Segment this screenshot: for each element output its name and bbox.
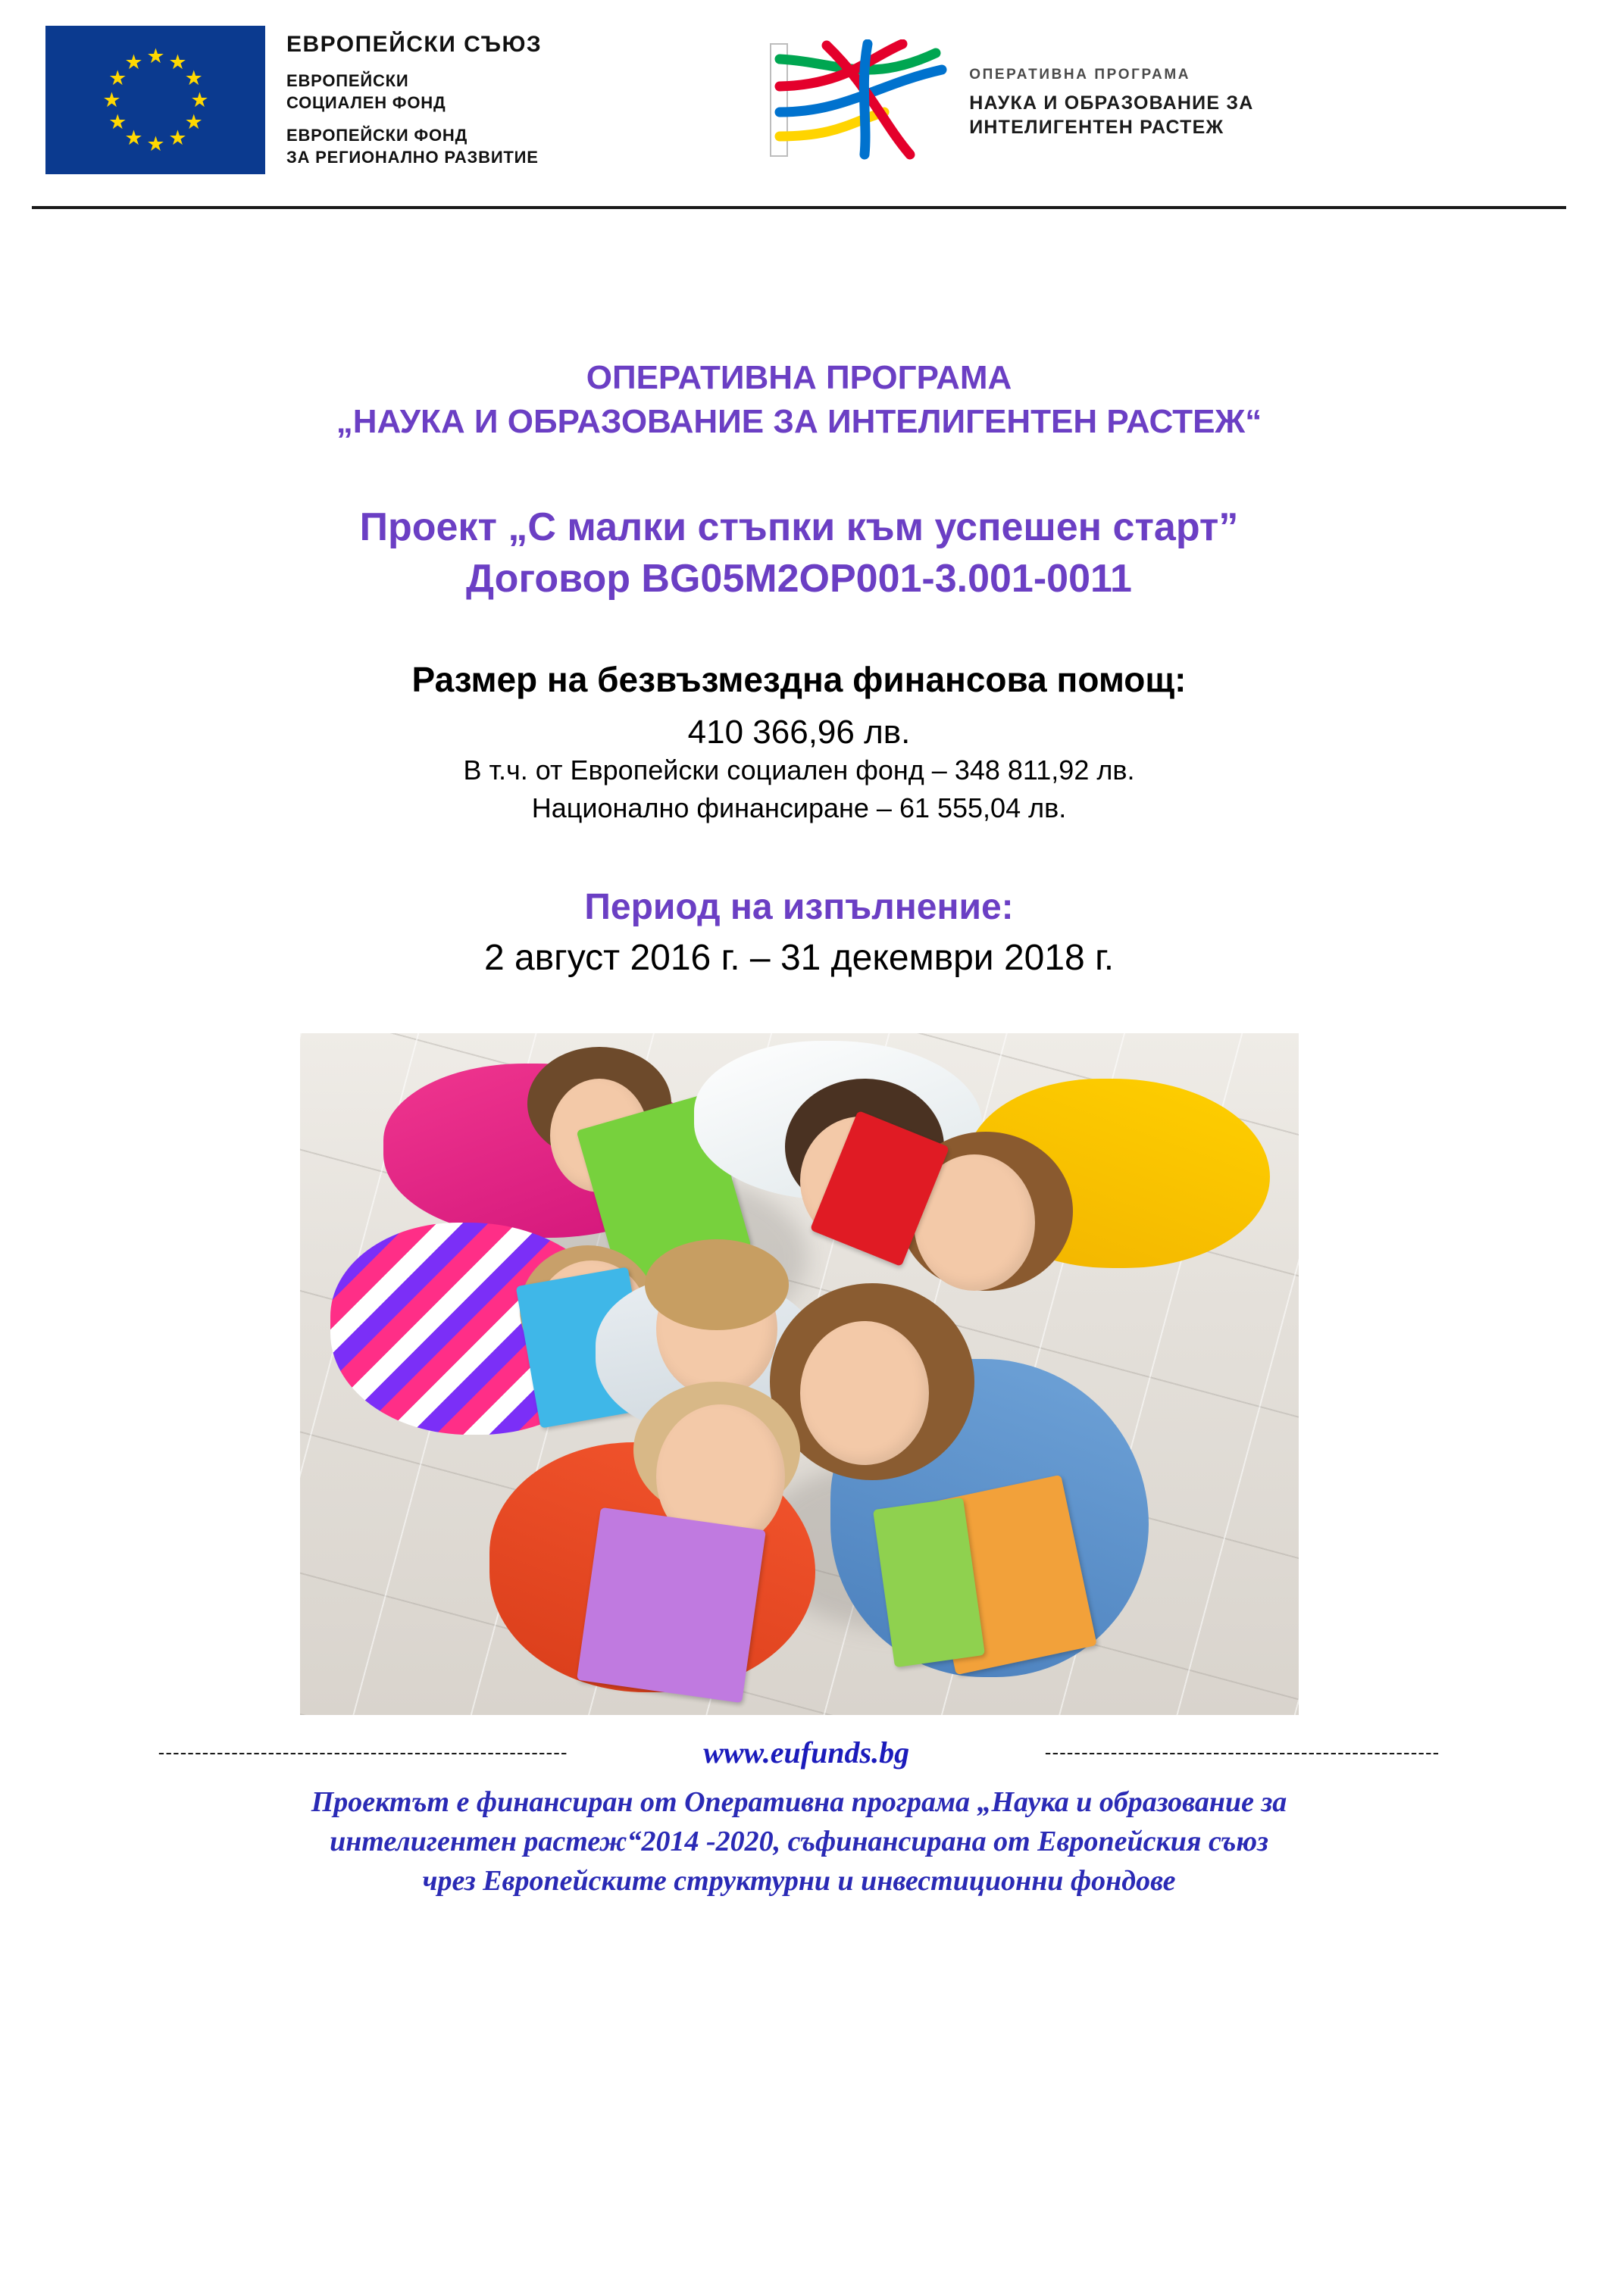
eu-flag-icon — [45, 26, 265, 174]
document-body — [0, 356, 1598, 1715]
footer-dashes-right: ------------------------------------------------------ — [1044, 1741, 1440, 1763]
eu-star-icon: ★ — [168, 50, 187, 73]
eu-fund-erdf-line1: ЕВРОПЕЙСКИ ФОНД — [286, 126, 468, 145]
programme-heading — [53, 356, 1545, 444]
op-logo-line2: НАУКА И ОБРАЗОВАНИЕ ЗА — [969, 92, 1254, 114]
eu-fund-erdf-line2: ЗА РЕГИОНАЛНО РАЗВИТИЕ — [286, 148, 539, 167]
footer-note-line2: интелигентен растеж“2014 -2020, съфинансирана от Европейския съюз — [330, 1826, 1268, 1857]
eu-star-icon: ★ — [124, 50, 143, 73]
project-heading — [53, 501, 1545, 604]
eu-fund-esf — [286, 70, 542, 114]
grant-national-share: Национално финансиране – 61 555,04 лв. — [531, 792, 1067, 823]
eu-fund-esf-line2: СОЦИАЛЕН ФОНД — [286, 93, 446, 112]
eu-title: ЕВРОПЕЙСКИ СЪЮЗ — [286, 32, 543, 57]
eu-star-icon: ★ — [190, 89, 209, 111]
eu-logo-block — [45, 26, 542, 179]
grant-amount: 410 366,96 лв. — [687, 714, 911, 751]
eu-star-icon: ★ — [102, 89, 121, 111]
op-logo-text — [969, 39, 1253, 139]
grant-esf-share: В т.ч. от Европейски социален фонд – 348 811,92 лв. — [463, 754, 1135, 786]
footer-note-line1: Проектът е финансиран от Оперативна програма „Наука и образование за — [311, 1786, 1287, 1818]
programme-heading-line1: ОПЕРАТИВНА ПРОГРАМА — [586, 359, 1012, 396]
op-logo-block — [754, 26, 1253, 161]
period-value: 2 август 2016 г. – 31 декември 2018 г. — [483, 938, 1115, 978]
eu-logo-text — [286, 26, 542, 179]
header-divider — [32, 206, 1566, 209]
children-photo — [300, 1033, 1299, 1715]
eufunds-link[interactable]: www.eufunds.bg — [703, 1735, 910, 1770]
footer-dashes-left: -------------------------------------------------------- — [158, 1741, 568, 1763]
eu-star-icon: ★ — [146, 45, 165, 67]
op-logo-line3: ИНТЕЛИГЕНТЕН РАСТЕЖ — [969, 117, 1224, 138]
photo-hair — [645, 1239, 789, 1330]
footer-note-line3: чрез Европейските структурни и инвестиционни фондове — [422, 1865, 1176, 1897]
document-header — [0, 0, 1598, 220]
eu-star-icon: ★ — [168, 127, 187, 150]
project-contract-number: Договор BG05M2OP001-3.001-0011 — [466, 557, 1132, 601]
eu-fund-erdf — [286, 124, 542, 168]
header-logos — [45, 26, 1553, 215]
footer-url-row — [33, 1735, 1565, 1770]
op-brand-icon — [754, 39, 951, 161]
eu-star-icon: ★ — [108, 67, 127, 89]
document-footer — [0, 1735, 1598, 1914]
grant-label: Размер на безвъзмездна финансова помощ: — [411, 660, 1187, 699]
photo-notebook-purple — [577, 1507, 766, 1703]
period-label: Период на изпълнение: — [584, 887, 1014, 927]
eu-star-icon: ★ — [108, 111, 127, 133]
eu-star-icon: ★ — [146, 133, 165, 155]
footer-funding-note — [33, 1782, 1565, 1901]
photo-face — [800, 1321, 929, 1465]
op-logo-line1: ОПЕРАТИВНА ПРОГРАМА — [969, 67, 1191, 83]
eu-star-icon: ★ — [124, 127, 143, 150]
eu-star-icon: ★ — [184, 67, 203, 89]
eu-fund-esf-line1: ЕВРОПЕЙСКИ — [286, 71, 409, 90]
eu-star-icon: ★ — [184, 111, 203, 133]
programme-heading-line2: „НАУКА И ОБРАЗОВАНИЕ ЗА ИНТЕЛИГЕНТЕН РАСТЕЖ“ — [336, 403, 1262, 440]
project-title: Проект „С малки стъпки към успешен старт” — [359, 505, 1239, 549]
